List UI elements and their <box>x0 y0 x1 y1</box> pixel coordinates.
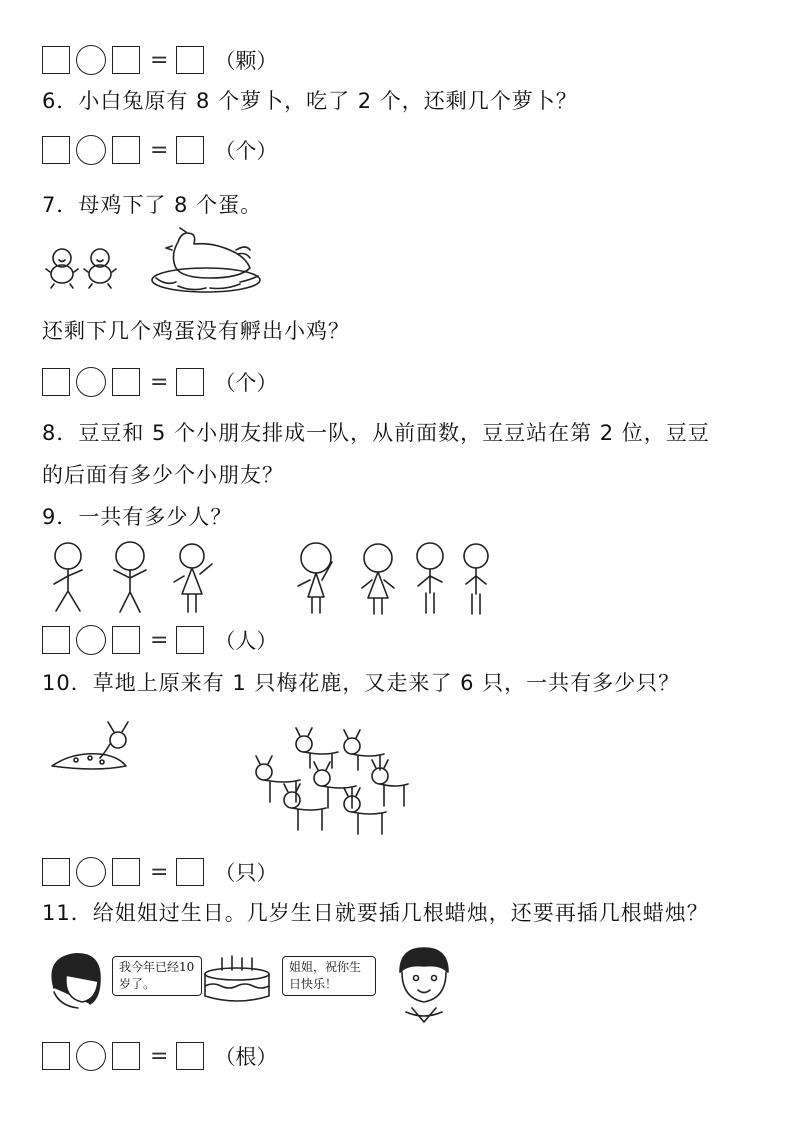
equals-sign: = <box>150 137 169 163</box>
question-8-line-2: 的后面有多少个小朋友？ <box>42 463 284 487</box>
question-6: 6．小白兔原有 8 个萝卜，吃了 2 个，还剩几个萝卜？ <box>42 89 578 113</box>
unit-label: （颗） <box>214 49 278 73</box>
answer-box[interactable] <box>112 368 140 396</box>
unit-label: （根） <box>214 1045 278 1069</box>
children-group-left-illustration <box>44 540 224 616</box>
answer-box[interactable] <box>42 1042 70 1070</box>
operator-circle[interactable] <box>76 45 106 75</box>
children-group-right-illustration <box>292 540 500 616</box>
answer-box[interactable] <box>112 46 140 74</box>
answer-box[interactable] <box>42 368 70 396</box>
equation-row-5 <box>42 44 277 76</box>
result-box[interactable] <box>176 626 204 654</box>
unit-label: （个） <box>214 371 278 395</box>
answer-box[interactable] <box>112 136 140 164</box>
single-deer-illustration <box>48 720 140 776</box>
equation-row-6 <box>42 134 277 166</box>
equals-sign: = <box>150 47 169 73</box>
result-box[interactable] <box>176 46 204 74</box>
answer-box[interactable] <box>42 136 70 164</box>
result-box[interactable] <box>176 1042 204 1070</box>
unit-label: （人） <box>214 629 278 653</box>
result-box[interactable] <box>176 858 204 886</box>
answer-box[interactable] <box>42 46 70 74</box>
question-8-line-1: 8．豆豆和 5 个小朋友排成一队，从前面数，豆豆站在第 2 位，豆豆 <box>42 421 710 445</box>
question-7-followup: 还剩下几个鸡蛋没有孵出小鸡？ <box>42 319 350 343</box>
result-box[interactable] <box>176 136 204 164</box>
answer-box[interactable] <box>112 858 140 886</box>
result-box[interactable] <box>176 368 204 396</box>
unit-label: （个） <box>214 139 278 163</box>
question-10: 10．草地上原来有 1 只梅花鹿，又走来了 6 只，一共有多少只？ <box>42 671 681 695</box>
sister-illustration <box>44 948 106 1012</box>
answer-box[interactable] <box>42 858 70 886</box>
operator-circle[interactable] <box>76 625 106 655</box>
answer-box[interactable] <box>112 626 140 654</box>
equals-sign: = <box>150 859 169 885</box>
deer-herd-illustration <box>244 726 412 836</box>
operator-circle[interactable] <box>76 135 106 165</box>
sister-speech-bubble: 我今年已经10岁了。 <box>112 956 202 996</box>
equation-row-9 <box>42 624 277 656</box>
hen-on-nest-illustration <box>148 224 264 298</box>
operator-circle[interactable] <box>76 367 106 397</box>
question-7: 7．母鸡下了 8 个蛋。 <box>42 193 263 217</box>
question-9: 9．一共有多少人？ <box>42 505 233 529</box>
chicks-illustration <box>44 240 124 292</box>
answer-box[interactable] <box>112 1042 140 1070</box>
birthday-cake-illustration <box>200 954 274 1006</box>
answer-box[interactable] <box>42 626 70 654</box>
equals-sign: = <box>150 627 169 653</box>
boy-speech-bubble: 姐姐，祝你生日快乐！ <box>282 956 376 996</box>
question-11: 11．给姐姐过生日。几岁生日就要插几根蜡烛，还要再插几根蜡烛？ <box>42 901 709 925</box>
operator-circle[interactable] <box>76 857 106 887</box>
equation-row-10 <box>42 856 277 888</box>
unit-label: （只） <box>214 861 278 885</box>
equation-row-7 <box>42 366 277 398</box>
operator-circle[interactable] <box>76 1041 106 1071</box>
equals-sign: = <box>150 1043 169 1069</box>
equals-sign: = <box>150 369 169 395</box>
boy-illustration <box>392 946 456 1022</box>
equation-row-11 <box>42 1040 277 1072</box>
